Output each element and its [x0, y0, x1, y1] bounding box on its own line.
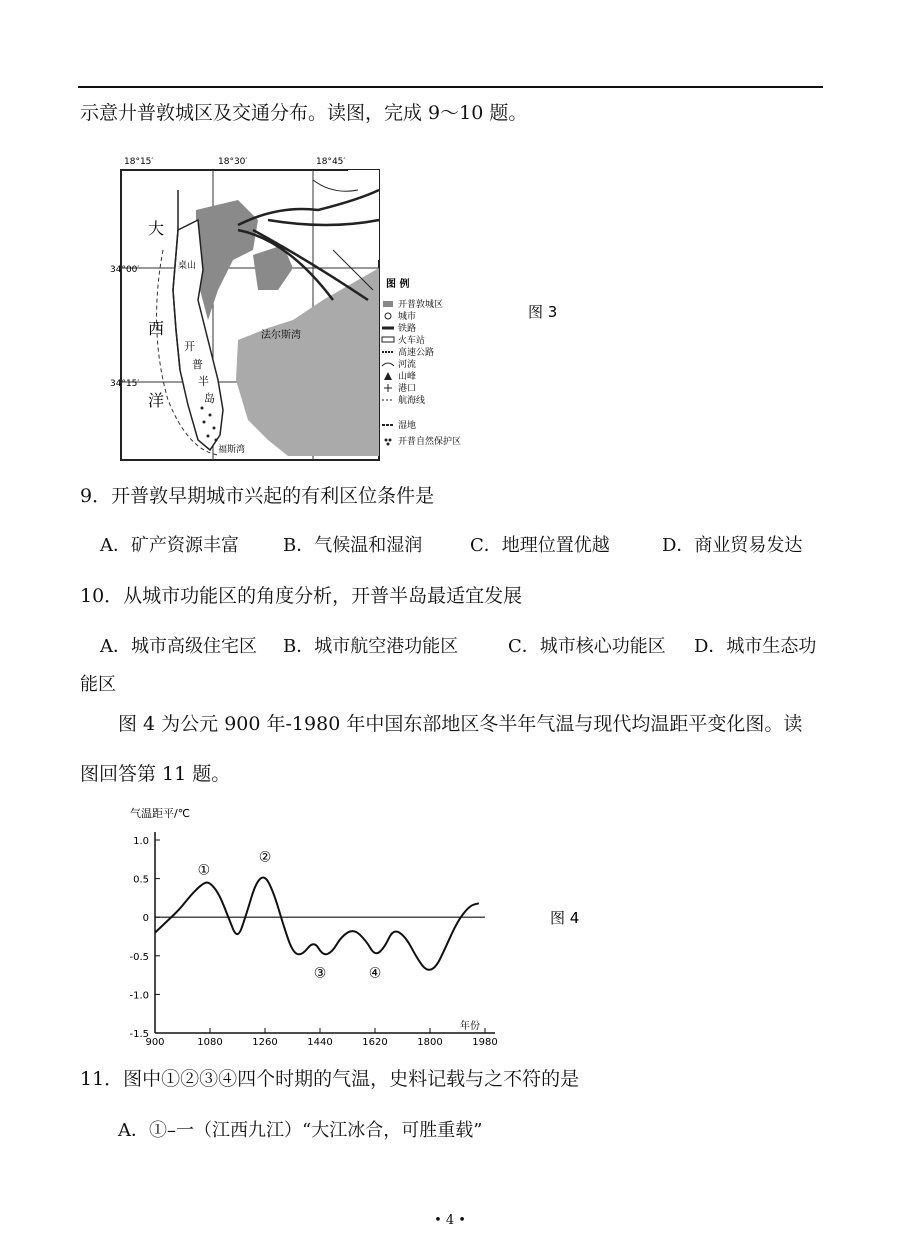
place-label: 西	[148, 319, 165, 338]
lat-label: 34°00′	[110, 265, 140, 275]
q9-option-d: D．商业贸易发达	[662, 535, 803, 556]
q11-stem: 11．图中①②③④四个时期的气温，史料记载与之不符的是	[80, 1068, 580, 1090]
q10-option-c: C．城市核心功能区	[508, 636, 666, 657]
x-tick-label: 1080	[197, 1037, 223, 1048]
chart-title: 图 4	[550, 909, 580, 927]
y-tick-label: -0.5	[129, 951, 149, 963]
q10-option-d: D．城市生态功	[694, 636, 817, 657]
legend-item: 港口	[398, 384, 417, 394]
x-tick-label: 1440	[307, 1037, 333, 1048]
place-label: 桌山	[178, 261, 197, 271]
q9-option-c: C．地理位置优越	[470, 535, 610, 556]
place-label: 普	[192, 358, 203, 371]
legend-item: 开普自然保护区	[398, 437, 462, 447]
period-marker: ③	[313, 965, 327, 982]
q10-option-b: B．城市航空港功能区	[283, 636, 459, 657]
q10-option-d-continuation: 能区	[80, 674, 116, 695]
legend-item: 开普敦城区	[398, 300, 444, 310]
y-tick-label: 0.5	[133, 874, 149, 886]
x-tick-label: 1800	[417, 1037, 443, 1048]
inland-area	[348, 170, 379, 260]
legend-item: 城市	[398, 312, 417, 322]
q10-stem: 10．从城市功能区的角度分析，开普半岛最适宜发展	[80, 585, 523, 607]
q9-option-b: B．气候温和湿润	[283, 535, 423, 556]
x-tick-label: 900	[145, 1037, 165, 1048]
place-label: 半	[198, 375, 209, 388]
q9-option-a: A．矿产资源丰富	[100, 535, 239, 556]
lon-label: 18°45′	[316, 157, 346, 167]
page-number: • 4 •	[434, 1213, 466, 1228]
legend-swatch	[385, 313, 391, 319]
q10-option-a: A．城市高级住宅区	[100, 636, 257, 657]
x-tick-label: 1620	[362, 1037, 388, 1048]
x-tick-label: 1980	[472, 1037, 498, 1048]
legend-swatch	[382, 337, 394, 342]
legend-swatch	[383, 301, 393, 307]
period-marker: ④	[368, 965, 382, 982]
y-tick-label: -1.5	[129, 1029, 149, 1040]
lon-label: 18°15′	[124, 157, 154, 167]
series-line	[155, 877, 479, 969]
legend-title: 图 例	[386, 279, 410, 290]
place-label: 福斯湾	[218, 445, 246, 455]
legend-item: 航海线	[398, 396, 426, 406]
fig4-intro-line1: 图 4 为公元 900 年-1980 年中国东部地区冬半年气温与现代均温距平变化图。读	[118, 713, 803, 735]
y-tick-label: 0	[142, 913, 149, 925]
y-tick-label: -1.0	[129, 990, 149, 1002]
map-legend	[382, 277, 461, 447]
place-label: 洋	[148, 391, 165, 410]
y-tick-label: 1.0	[133, 836, 149, 847]
legend-swatch	[384, 372, 392, 380]
header-rule	[78, 86, 823, 88]
period-marker: ①	[197, 862, 211, 879]
legend-swatch	[384, 384, 392, 392]
lon-label: 18°30′	[218, 157, 248, 167]
x-axis-label: 年份	[460, 1021, 480, 1032]
period-marker: ②	[258, 849, 272, 866]
legend-item: 河流	[398, 360, 417, 370]
figure-4-chart	[100, 803, 630, 1048]
y-axis-label: 气温距平/℃	[130, 807, 191, 820]
place-label: 大	[148, 219, 165, 238]
legend-item: 湿地	[398, 421, 417, 431]
legend-item: 高速公路	[398, 348, 435, 358]
x-tick-label: 1260	[252, 1037, 278, 1048]
legend-item: 山峰	[398, 372, 417, 382]
figure-3-map	[110, 150, 613, 463]
legend-swatch	[382, 363, 394, 366]
q9-stem: 9．开普敦早期城市兴起的有利区位条件是	[80, 485, 435, 507]
intro-line: 示意廾普敦城区及交通分布。读图，完成 9～10 题。	[80, 102, 528, 124]
q11-option-a: A．①–一（江西九江）“大江冰合，可胜重载”	[118, 1120, 483, 1141]
figure-caption: 图 3	[528, 303, 558, 321]
legend-item: 火车站	[398, 336, 426, 346]
lat-label: 34°15′	[110, 379, 140, 389]
ocean-label: 法尔斯湾	[261, 330, 301, 341]
fig4-intro-line2: 图回答第 11 题。	[80, 763, 231, 785]
legend-item: 铁路	[398, 324, 417, 334]
place-label: 开	[184, 340, 195, 353]
place-label: 岛	[204, 392, 215, 405]
